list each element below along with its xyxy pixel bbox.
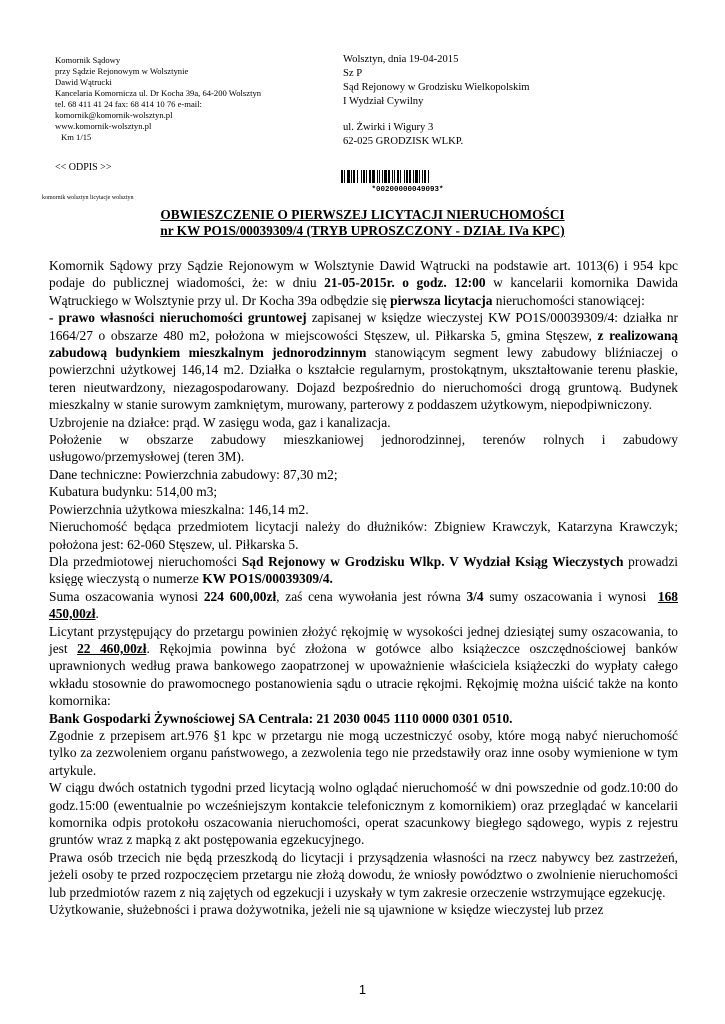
auction-date: 21-05-2015r. o godz. 12:00	[324, 275, 486, 291]
paragraph-usage: Użytkowanie, służebności i prawa dożywotnika, jeżeli nie są ujawnione w księdze wieczystej lub przez	[49, 902, 604, 918]
barcode-bar	[372, 170, 375, 183]
barcode-text: *00200000049093*	[371, 186, 444, 192]
paragraph-bank-account: Bank Gospodarki Żywnościowej SA Centrala: 21 2030 0045 1110 0000 0301 0510.	[49, 710, 513, 726]
barcode-bar	[363, 170, 365, 183]
recipient-city: 62-025 GRODZISK WLKP.	[343, 136, 464, 147]
barcode-bar	[361, 170, 362, 183]
barcode-bar	[428, 170, 429, 183]
barcode-bar	[388, 170, 390, 183]
paragraph-third-party: Prawa osób trzecich nie będą przeszkodą do licytacji i przysądzenia własności na rzecz nabywcy bez zastrzeżeń, jeżeli osoby te przed rozpoczęciem przetargu nie złożą dowodu, że wniosły powództwo o zwolnienie nieruchomości lub przedmiotów razem z nią zajętych od egzekucji i uzyskały w tym zakresie orzeczenie wstrzymujące egzekucję.	[49, 849, 678, 900]
barcode	[340, 170, 475, 192]
recipient-code: Sz P	[343, 68, 363, 79]
sender-block	[55, 55, 261, 143]
recipient-division: I Wydział Cywilny	[343, 96, 424, 107]
paragraph-area: Powierzchnia użytkowa mieszkalna: 146,14 m2.	[49, 501, 309, 517]
paragraph-location: Położenie w obszarze zabudowy mieszkaniowej jednorodzinnej, terenów rolnych i zabudowy usługowo/przemysłowej (teren 3M).	[49, 432, 678, 465]
barcode-bar	[379, 170, 380, 183]
sender-line: przy Sądzie Rejonowym w Wolsztynie	[55, 66, 189, 76]
paragraph-owners: Nieruchomość będąca przedmiotem licytacji należy do dłużników: Zbigniew Krawczyk, Katarzyna Krawczyk; położona jest: 62-060 Stęszew, ul. Piłkarska 5.	[49, 519, 678, 552]
barcode-bar	[382, 170, 383, 183]
sender-email: komornik@komornik-wolsztyn.pl	[55, 110, 173, 120]
paragraph-tech: Dane techniczne: Powierzchnia zabudowy: 87,30 m2;	[49, 466, 338, 482]
barcode-bar	[424, 170, 426, 183]
paragraph-viewing: W ciągu dwóch ostatnich tygodni przed licytacją wolno oglądać nieruchomość w dni powszednie od godz.10:00 do godz.15:00 (ewentualnie po wcześniejszym kontakcie telefonicznym z komornikiem) oraz przeglądać w kancelarii komornika odpis protokołu oszacowania nieruchomości, operat szacunkowy biegłego sądowego, wypis z rejestru gruntów wraz z mapką z akt postępowania egzekucyjnego.	[49, 780, 678, 848]
odpis-label: << ODPIS >>	[55, 162, 112, 173]
barcode-bar	[394, 170, 395, 183]
sender-website: www.komornik-wolsztyn.pl	[55, 121, 152, 131]
valuation-amount: 224 600,00zł	[203, 588, 277, 604]
title-line-2: nr KW PO1S/00039309/4 (TRYB UPROSZCZONY - DZIAŁ IVa KPC)	[160, 223, 565, 238]
barcode-bar	[415, 170, 418, 183]
barcode-bar	[377, 170, 378, 183]
barcode-bar	[419, 170, 420, 183]
paragraph-intro: Komornik Sądowy przy Sądzie Rejonowym w Wolsztynie Dawid Wątrucki na podstawie art. 1013(6) i 954 kpc podaje do publicznej wiadomości, że: w dniu 21-05-2015r. o godz. 12:00 w kancelarii komornika Dawida Wątruckiego w Wolsztynie przy ul. Dr Kocha 39a odbędzie się pierwsza licytacja nieruchomości stanowiącej:	[49, 258, 679, 308]
paragraph-restrictions: Zgodnie z przepisem art.976 §1 kpc w przetargu nie mogą uczestniczyć osoby, które mogą nabyć nieruchomość tylko za zezwoleniem organu państwowego, a zezwolenia tego nie przedstawiły oraz inne osoby wymienione w tym artykule.	[49, 727, 678, 778]
sender-line: tel. 68 411 41 24 fax: 68 414 10 76 e-mail:	[55, 99, 202, 109]
barcode-bar	[413, 170, 414, 183]
barcode-bar	[384, 170, 387, 183]
paragraph-volume: Kubatura budynku: 514,00 m3;	[49, 484, 218, 500]
paragraph-register: Dla przedmiotowej nieruchomości Sąd Rejonowy w Grodzisku Wlkp. V Wydział Ksiąg Wieczystych prowadzi księgę wieczystą o numerze KW PO1S/00039309/4.	[49, 553, 679, 587]
barcode-bar	[369, 170, 371, 183]
page-number: 1	[358, 982, 367, 997]
paragraph-deposit: Licytant przystępujący do przetargu powinien złożyć rękojmię w wysokości jednej dziesiątej sumy oszacowania, to jest 22 460,00zł. Rękojmia powinna być złożona w gotówce albo książeczce oszczędnościowej banków uprawnionych według prawa bankowego zaopatrzonej w upoważnienie właściciela książeczki do wypłaty całego wkładu stosownie do prawomocnego postanowienia sądu o utracie rękojmi. Rękojmię można uiścić także na konto komornika:	[49, 623, 679, 709]
barcode-bar	[406, 170, 408, 183]
title-line-1: OBWIESZCZENIE O PIERWSZEJ LICYTACJI NIERUCHOMOŚCI	[160, 207, 565, 222]
deposit-amount: 22 460,00zł	[77, 640, 147, 656]
tiny-note: komornik wolsztyn licytacje wolsztyn	[42, 195, 134, 201]
barcode-bar	[344, 170, 345, 183]
barcode-bar	[353, 170, 355, 183]
barcode-bar	[422, 170, 423, 183]
barcode-bar	[341, 170, 343, 183]
paragraph-valuation: Suma oszacowania wynosi 224 600,00zł, zaś cena wywołania jest równa 3/4 sumy oszacowania i wynosi 168 450,00zł.	[49, 588, 678, 622]
sender-line: Komornik Sądowy	[55, 55, 121, 65]
barcode-bar	[392, 170, 393, 183]
recipient-street: ul. Żwirki i Wigury 3	[343, 122, 434, 133]
paragraph-utilities: Uzbrojenie na działce: prąd. W zasięgu woda, gaz i kanalizacja.	[49, 414, 391, 430]
barcode-bar	[409, 170, 411, 183]
notice-body	[49, 257, 678, 918]
sender-line: Dawid Wątrucki	[55, 77, 112, 87]
barcode-bar	[400, 170, 401, 183]
barcode-bar	[366, 170, 367, 183]
barcode-bar	[351, 170, 352, 183]
sender-line: Kancelaria Komornicza ul. Dr Kocha 39a, 64-200 Wolsztyn	[55, 88, 262, 98]
barcode-bar	[347, 170, 350, 183]
letter-date: Wolsztyn, dnia 19-04-2015	[343, 54, 459, 65]
barcode-bar	[397, 170, 399, 183]
case-number: Km 1/15	[61, 132, 92, 142]
starting-price: 168 450,00zł	[49, 588, 678, 622]
barcode-bar	[404, 170, 405, 183]
recipient-court: Sąd Rejonowy w Grodzisku Wielkopolskim	[343, 82, 530, 93]
paragraph-property: - prawo własności nieruchomości gruntowej zapisanej w księdze wieczystej KW PO1S/00039309/4: działka nr 1664/27 o obszarze 480 m2, położona w miejscowości Stęszew, ul. Piłkarska 5, gmina Stęszew, z realizowaną zabudową budynkiem mieszkalnym jednorodzinnym stanowiącym segment lewy zabudowy bliźniaczej o powierzchni użytkowej 146,14 m2. Działka o kształcie regularnym, prostokątnym, ukształtowanie terenu płaskie, teren nieutwardzony, niezagospodarowany. Dojazd bezpośrednio do nieruchomości drogą gruntową. Budynek mieszkalny w stanie surowym zamkniętym, murowany, parterowy z poddaszem użytkowym, niepodpiwniczony.	[49, 310, 679, 413]
recipient-block	[343, 53, 530, 149]
barcode-bar	[357, 170, 358, 183]
